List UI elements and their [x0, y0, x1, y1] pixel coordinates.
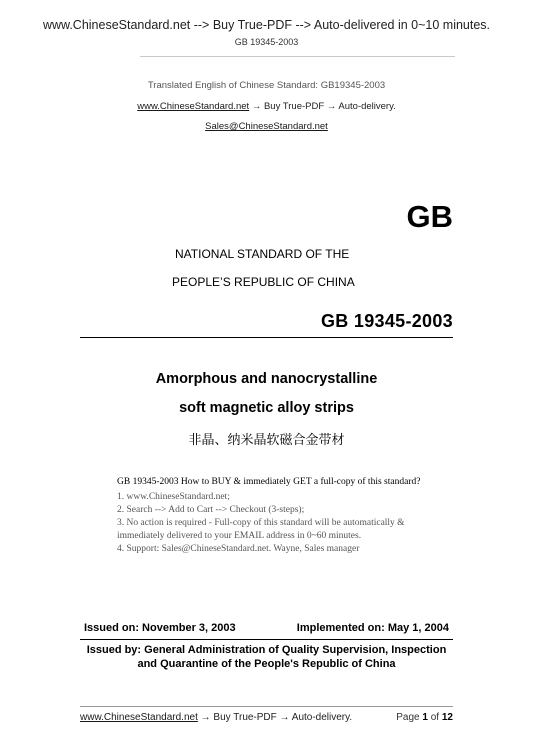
howto-step: 1. www.ChineseStandard.net; [117, 492, 230, 502]
page-total: 12 [441, 712, 453, 723]
page-sep: of [427, 712, 442, 723]
page-prefix: Page [396, 712, 423, 723]
page-indicator [396, 712, 453, 723]
national-standard-line2: PEOPLE’S REPUBLIC OF CHINA [172, 275, 355, 289]
footer-divider [80, 706, 453, 707]
email-link[interactable]: Sales@ChineseStandard.net [205, 121, 328, 132]
gb-logo: GB [406, 199, 453, 234]
translated-notice: Translated English of Chinese Standard: GB19345-2003 [147, 80, 386, 91]
page-current: 1 [422, 712, 428, 723]
dates-divider [80, 639, 453, 640]
title-line2: soft magnetic alloy strips [179, 400, 354, 416]
header-standard-code: GB 19345-2003 [234, 37, 299, 47]
howto-step: 4. Support: Sales@ChineseStandard.net. Wayne, Sales manager [117, 544, 360, 554]
howto-steps [117, 491, 457, 556]
howto-step: 3. No action is required - Full-copy of this standard will be automatically & [117, 518, 405, 528]
title-chinese: 非晶、纳米晶软磁合金带材 [188, 433, 345, 448]
footer-buy-text: → Buy True-PDF → Auto-delivery. [197, 712, 353, 723]
site-link[interactable]: www.ChineseStandard.net [137, 101, 250, 112]
standard-number: GB 19345-2003 [321, 311, 453, 331]
title-line1: Amorphous and nanocrystalline [155, 371, 378, 387]
issued-date: Issued on: November 3, 2003 [84, 622, 236, 634]
issuer-line1: Issued by: General Administration of Quality Supervision, Inspection [86, 644, 447, 656]
header-divider [140, 56, 455, 57]
header-banner: www.ChineseStandard.net --> Buy True-PDF --> Auto-delivered in 0~10 minutes. [42, 18, 491, 32]
howto-heading: GB 19345-2003 How to BUY & immediately GET a full-copy of this standard? [117, 477, 421, 487]
title-divider [80, 337, 453, 338]
national-standard-line1: NATIONAL STANDARD OF THE [175, 247, 350, 261]
intro-buy-line [0, 101, 533, 112]
footer-site-link[interactable]: www.ChineseStandard.net [80, 712, 198, 723]
howto-step: immediately delivered to your EMAIL address in 0~60 minutes. [117, 531, 362, 541]
intro-buy-text: → Buy True-PDF → Auto-delivery. [249, 101, 396, 112]
issuer-line2: and Quarantine of the People's Republic of China [137, 658, 396, 670]
implemented-date: Implemented on: May 1, 2004 [296, 622, 449, 634]
intro-email-line [0, 121, 533, 132]
footer-buy-line [80, 712, 352, 723]
howto-step: 2. Search --> Add to Cart --> Checkout (3-steps); [117, 505, 305, 515]
